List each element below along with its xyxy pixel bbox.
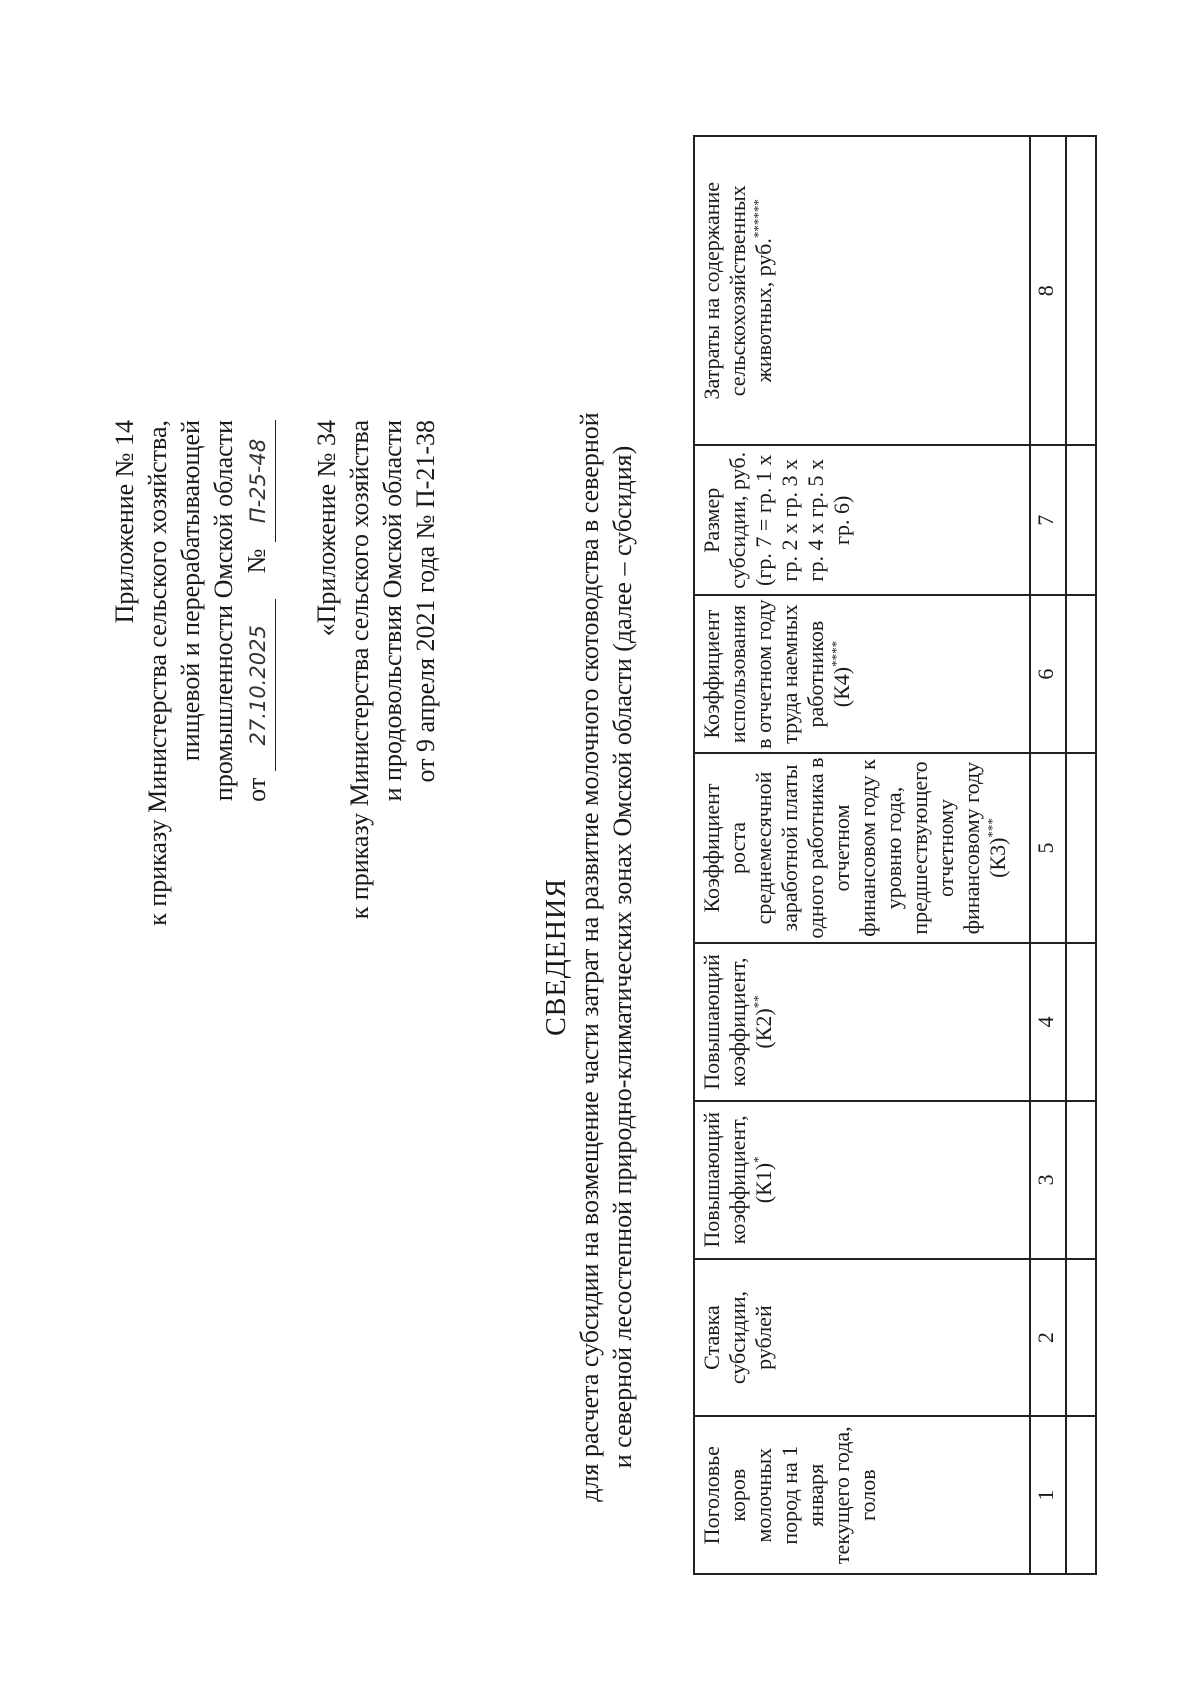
subsidy-data-table xyxy=(693,135,1097,1575)
column-number-3: 3 xyxy=(1030,1101,1066,1259)
footnote-marker: *** xyxy=(984,818,1000,838)
column-number-7: 7 xyxy=(1030,445,1066,595)
appendix-34-line: и продовольствия Омской области xyxy=(378,420,407,802)
appendix-14-line: к приказу Министерства сельского хозяйства, xyxy=(143,420,172,926)
table-cell xyxy=(1066,445,1096,595)
table-cell xyxy=(1066,943,1096,1101)
column-header-label: Коэффициент роста среднемесячной заработной платы одного работника в отчетном финансовом году к уровню года, предшествующего отчетному финансовому году (К3) xyxy=(699,757,1010,939)
column-number-8: 8 xyxy=(1030,136,1066,445)
column-number-2: 2 xyxy=(1030,1259,1066,1417)
table-cell xyxy=(1066,1416,1096,1574)
table-cell xyxy=(1066,753,1096,943)
column-header-8 xyxy=(694,136,1030,445)
column-header-label: Размер субсидии, руб. (гр. 7 = гр. 1 х гр. 2 х гр. 3 х гр. 4 х гр. 5 х гр. 6) xyxy=(699,451,854,589)
column-header-3 xyxy=(694,1101,1030,1259)
column-number-1: 1 xyxy=(1030,1416,1066,1574)
footnote-marker: **** xyxy=(828,640,844,667)
column-header-2 xyxy=(694,1259,1030,1417)
column-header-label: Затраты на содержание сельскохозяйственных животных, руб. xyxy=(699,181,776,400)
column-header-label: Коэффициент использования в отчетном году труда наемных работников (К4) xyxy=(699,599,854,749)
table-header-row xyxy=(694,136,1030,1574)
table-column-number-row xyxy=(1030,136,1066,1574)
appendix-34-header xyxy=(310,420,442,1040)
document-subtitle-line: для расчета субсидии на возмещение части затрат на развитие молочного скотоводства в северной xyxy=(575,412,604,1502)
footnote-marker: ** xyxy=(750,995,766,1009)
column-header-label: Ставка субсидии, рублей xyxy=(699,1290,776,1385)
column-number-5: 5 xyxy=(1030,753,1066,943)
appendix-14-line: промышленности Омской области xyxy=(209,420,238,802)
column-header-4 xyxy=(694,943,1030,1101)
column-header-label: Повышающий коэффициент, (К2) xyxy=(699,954,776,1090)
document-heading: СВЕДЕНИЯ xyxy=(541,878,572,1036)
column-header-7 xyxy=(694,445,1030,595)
number-prefix: № xyxy=(242,548,271,574)
table-cell xyxy=(1066,136,1096,445)
column-header-6 xyxy=(694,595,1030,753)
appendix-14-title: Приложение № 14 xyxy=(110,420,139,624)
table-cell xyxy=(1066,1101,1096,1259)
column-number-6: 6 xyxy=(1030,595,1066,753)
appendix-34-title: «Приложение № 34 xyxy=(312,420,341,637)
column-header-label: Поголовье коров молочных пород на 1 января текущего года, голов xyxy=(699,1426,880,1565)
appendix-14-line: пищевой и перерабатывающей xyxy=(176,420,205,762)
column-header-5 xyxy=(694,753,1030,943)
table-cell xyxy=(1066,1259,1096,1417)
footnote-marker: * xyxy=(750,1156,766,1163)
document-title-block xyxy=(540,367,639,1547)
handwritten-date: 27.10.2025 xyxy=(242,599,276,771)
appendix-34-line: от 9 апреля 2021 года № П-21-38 xyxy=(411,420,440,783)
table-row xyxy=(1066,136,1096,1574)
column-header-1 xyxy=(694,1416,1030,1574)
column-header-label: Повышающий коэффициент, (К1) xyxy=(699,1111,776,1248)
appendix-34-line: к приказу Министерства сельского хозяйства xyxy=(345,420,374,920)
footnote-marker: ****** xyxy=(750,199,766,239)
appendix-14-date-line xyxy=(240,420,276,1040)
table-cell xyxy=(1066,595,1096,753)
appendix-14-header xyxy=(108,420,276,1040)
date-prefix: от xyxy=(242,777,271,802)
column-number-4: 4 xyxy=(1030,943,1066,1101)
handwritten-number: П-25-48 xyxy=(242,420,276,542)
document-subtitle-line: и северной лесостепной природно-климатических зонах Омской области (далее – субсидия) xyxy=(608,445,637,1469)
